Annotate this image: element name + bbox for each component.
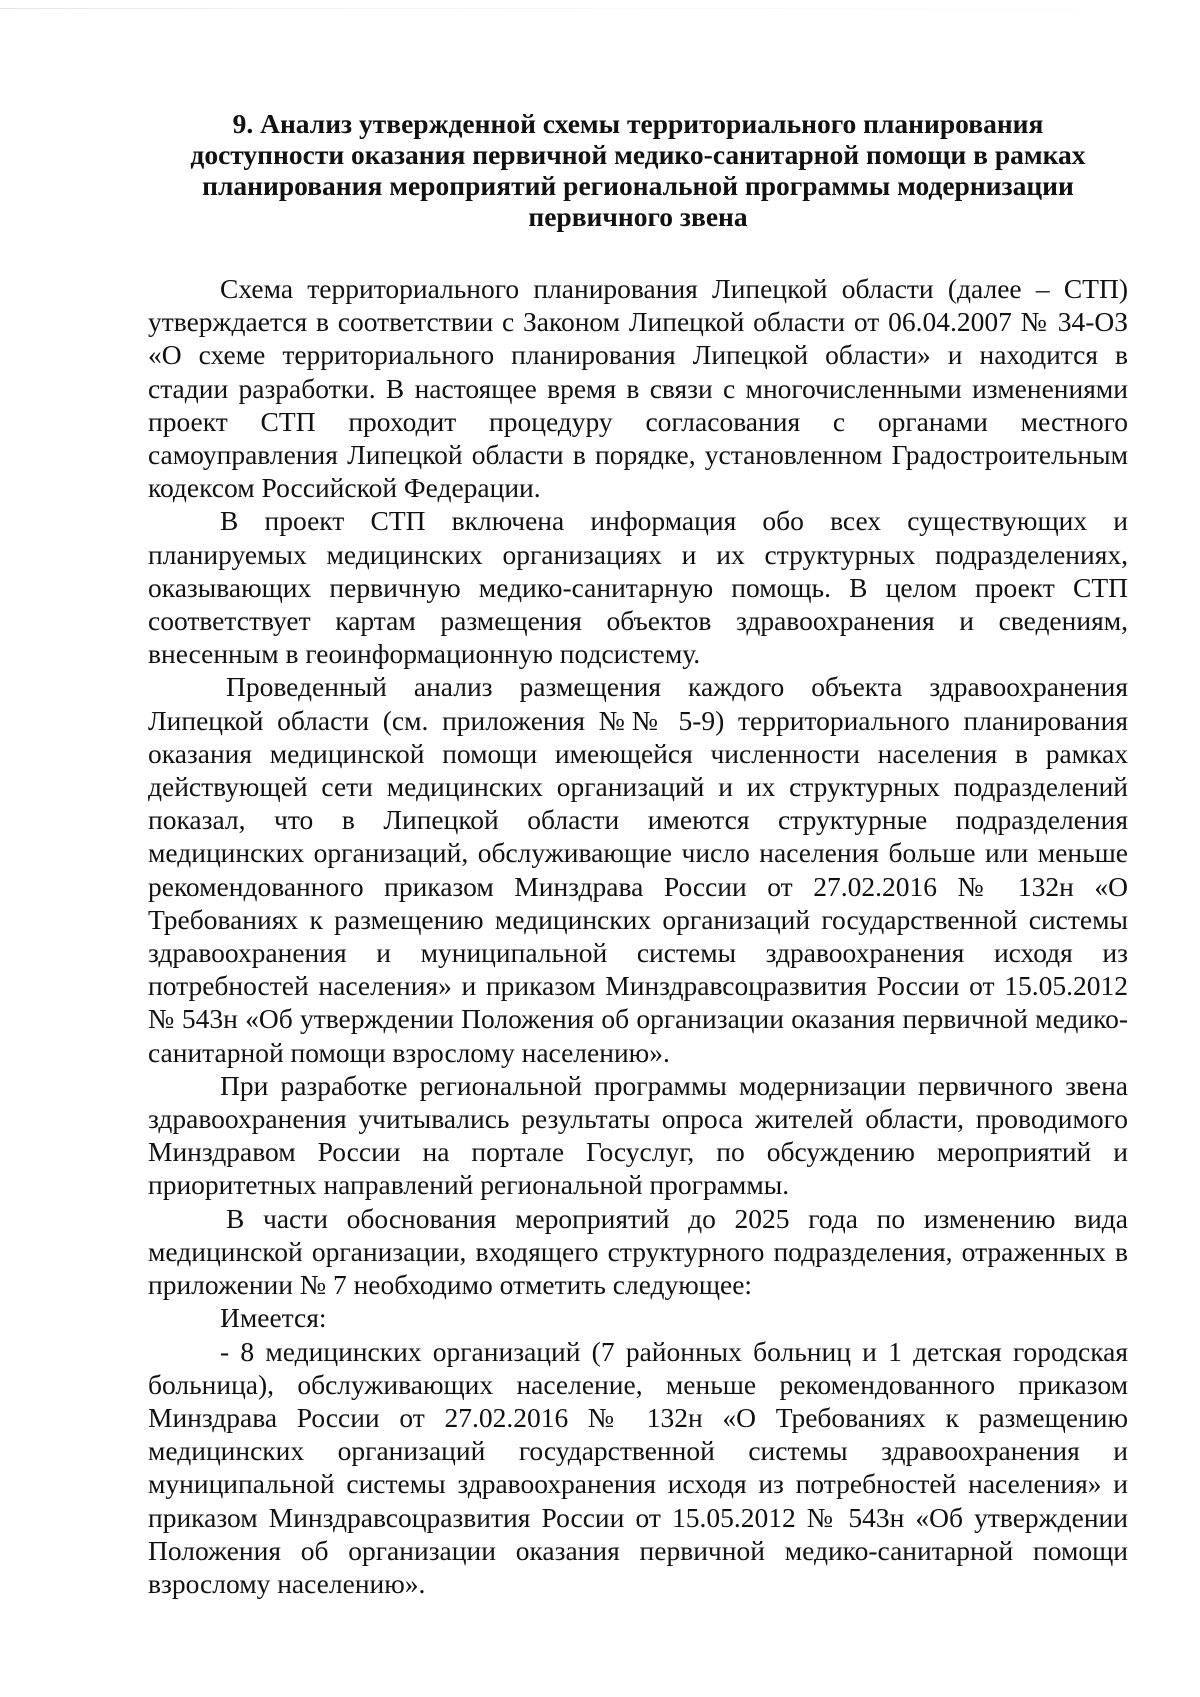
document-body bbox=[148, 108, 1128, 1600]
scan-edge-line bbox=[0, 8, 1200, 9]
paragraph-available: Имеется: bbox=[220, 1302, 327, 1334]
paragraph-justification: В части обоснования мероприятий до 2025 года по изменению вида медицинской организации, входящего структурного подразделения, отраженных в приложении № 7 необходимо отметить следующее: bbox=[148, 1202, 1128, 1301]
paragraph-stp-approval: Схема территориального планирования Липецкой области (далее – СТП) утверждается в соответствии с Законом Липецкой области от 06.04.2007 № 34-ОЗ «О схеме территориального планирования Липецкой области» и находится в стадии разработки. В настоящее время в связи с многочисленными изменениями проект СТП проходит процедуру согласования с органами местного самоуправления Липецкой области в порядке, установленном Градостроительным кодексом Российской Федерации. bbox=[148, 273, 1128, 504]
paragraph-program-development: При разработке региональной программы модернизации первичного звена здравоохранения учитывались результаты опроса жителей области, проводимого Минздравом России на портале Госуслуг, по обсуждению мероприятий и приоритетных направлений региональной программы. bbox=[148, 1069, 1128, 1201]
paragraph-stp-content: В проект СТП включена информация обо всех существующих и планируемых медицинских организациях и их структурных подразделениях, оказывающих первичную медико-санитарную помощь. В целом проект СТП соответствует картам размещения объектов здравоохранения и сведениям, внесенным в геоинформационную подсистему. bbox=[148, 505, 1128, 670]
paragraph-analysis: Проведенный анализ размещения каждого объекта здравоохранения Липецкой области (см. приложения №№ 5-9) территориального планирования оказания медицинской помощи имеющейся численности населения в рамках действующей сети медицинских организаций и их структурных подразделений показал, что в Липецкой области имеются структурные подразделения медицинских организаций, обслуживающие число населения больше или меньше рекомендованного приказом Минздрава России от 27.02.2016 № 132н «О Требованиях к размещению медицинских организаций государственной системы здравоохранения и муниципальной системы здравоохранения исходя из потребностей населения» и приказом Минздравсоцразвития России от 15.05.2012 № 543н «Об утверждении Положения об организации оказания первичной медико-санитарной помощи взрослому населению». bbox=[148, 671, 1128, 1068]
section-title: 9. Анализ утвержденной схемы территориального планирования доступности оказания первичной медико-санитарной помощи в рамках планирования мероприятий региональной программы модернизации первичного звена bbox=[190, 108, 1086, 232]
list-item-organizations: - 8 медицинских организаций (7 районных больниц и 1 детская городская больница), обслуживающих население, меньше рекомендованного приказом Минздрава России от 27.02.2016 № 132н «О Требованиях к размещению медицинских организаций государственной системы здравоохранения и муниципальной системы здравоохранения исходя из потребностей населения» и приказом Минздравсоцразвития России от 15.05.2012 № 543н «Об утверждении Положения об организации оказания первичной медико-санитарной помощи взрослому населению». bbox=[148, 1335, 1128, 1599]
